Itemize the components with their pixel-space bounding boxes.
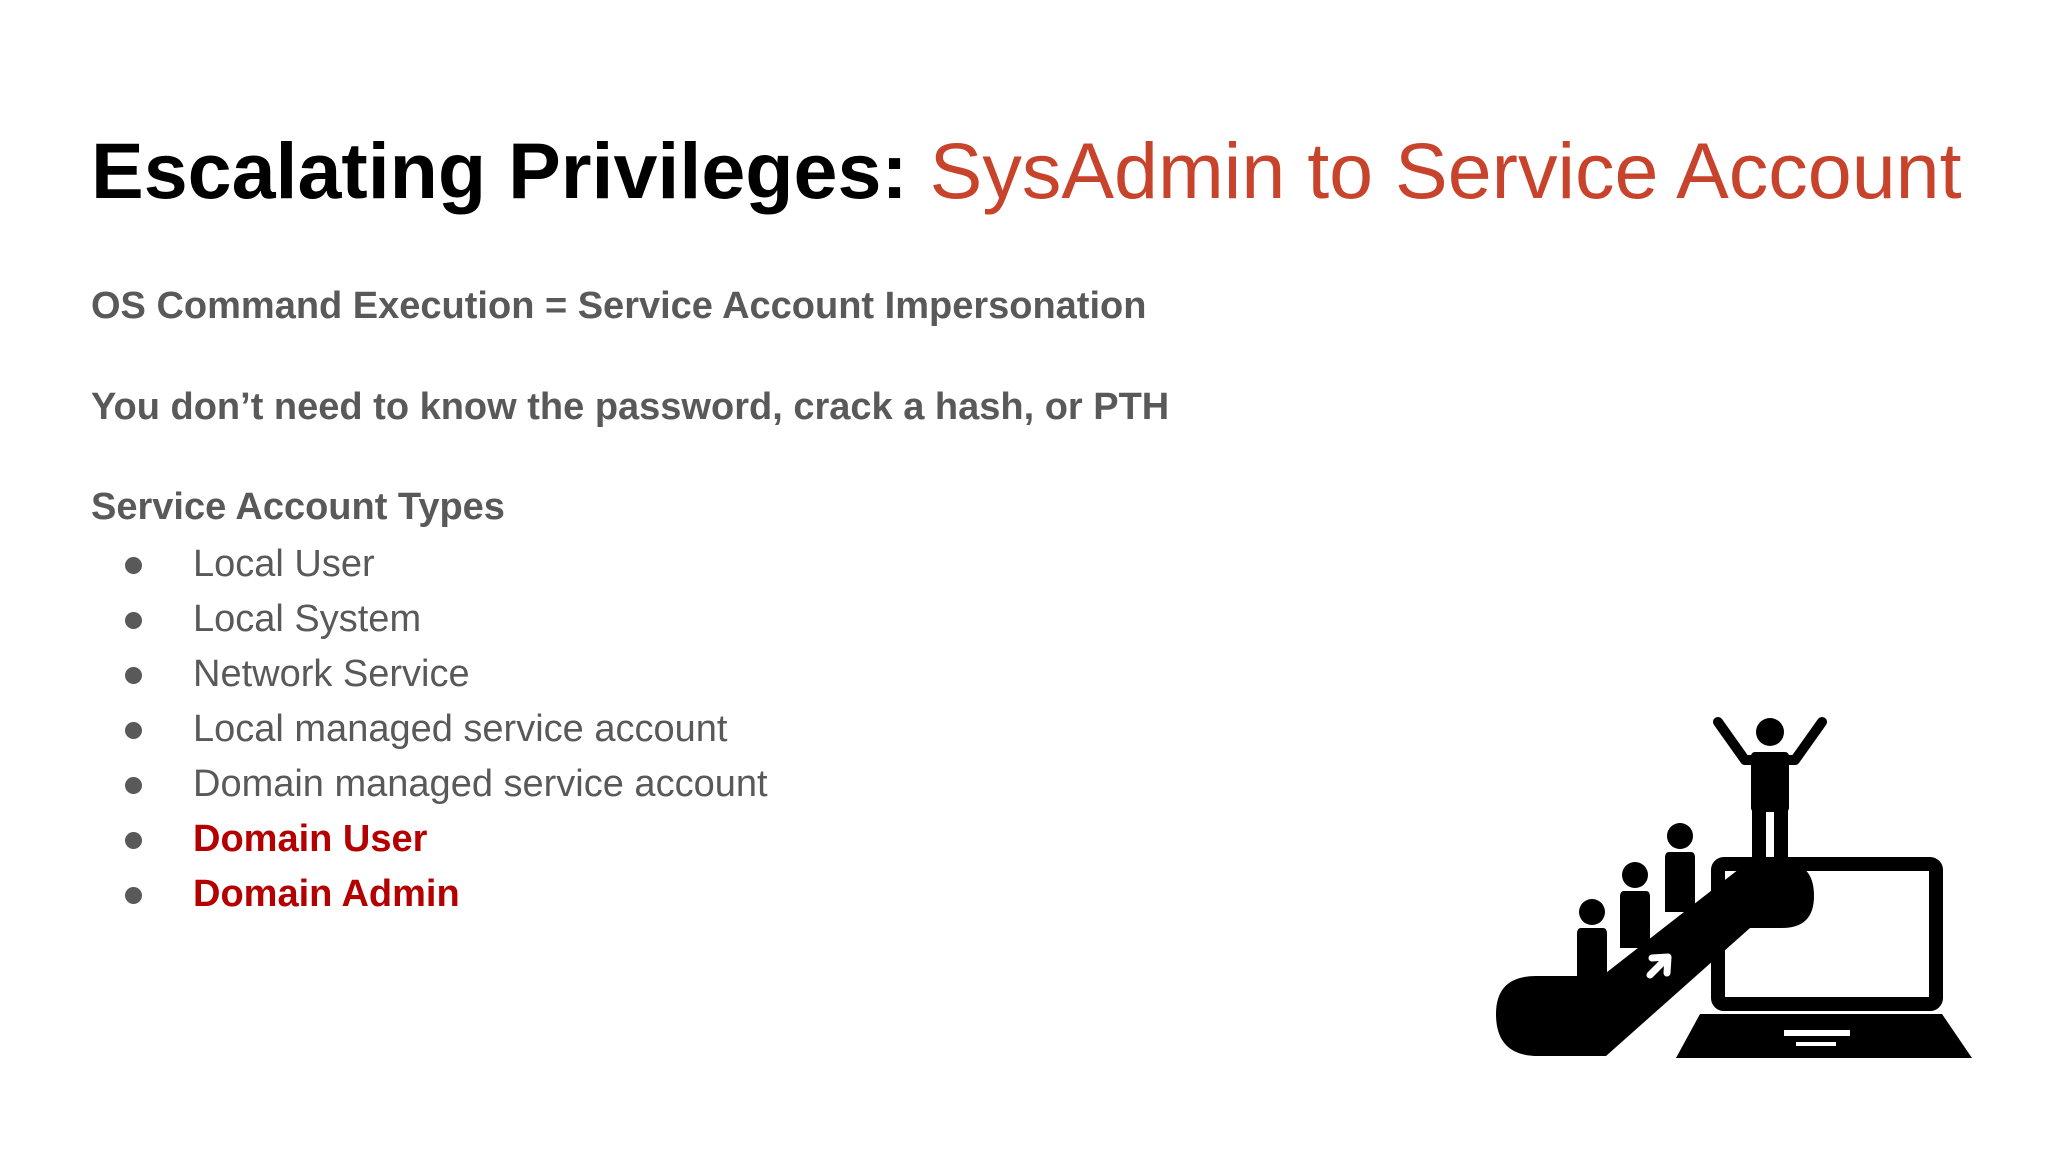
bullet-icon [125, 777, 142, 794]
list-item-text: Domain Admin [193, 873, 460, 915]
statement-no-password: You don’t need to know the password, crack a hash, or PTH [91, 386, 1170, 428]
list-item-text: Local System [193, 598, 422, 640]
list-item-text: Local User [193, 543, 375, 585]
title-highlight: SysAdmin to Service Account [929, 126, 1962, 215]
bullet-icon [125, 832, 142, 849]
statement-impersonation: OS Command Execution = Service Account Impersonation [91, 285, 1147, 327]
bullet-icon [125, 612, 142, 629]
title-prefix: Escalating Privileges: [91, 126, 908, 215]
list-item-text: Local managed service account [193, 708, 728, 750]
list-item-text: Domain User [193, 818, 428, 860]
list-heading: Service Account Types [91, 486, 505, 528]
bullet-icon [125, 667, 142, 684]
bullet-icon [125, 887, 142, 904]
bullet-icon [125, 557, 142, 574]
list-item-text: Network Service [193, 653, 470, 695]
list-item-text: Domain managed service account [193, 763, 768, 805]
slide-title [91, 121, 1962, 221]
bullet-icon [125, 722, 142, 739]
escalator-laptop-icon [1494, 712, 1974, 1064]
